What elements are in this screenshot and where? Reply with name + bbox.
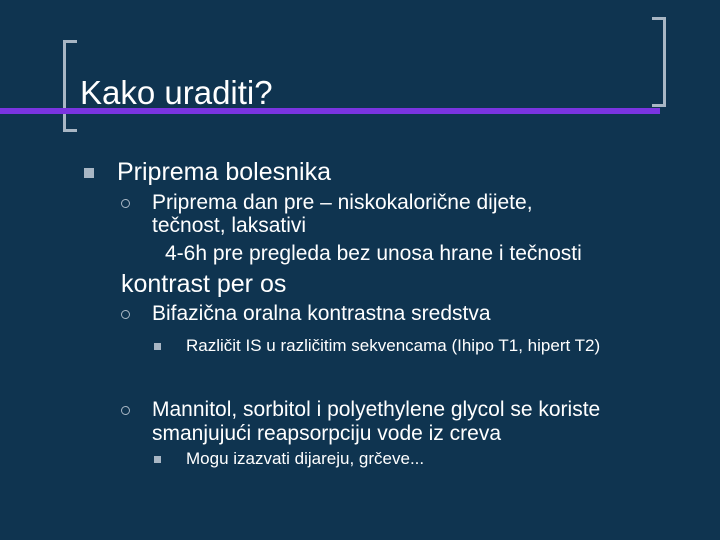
right-bracket-decoration — [652, 17, 666, 107]
mannitol-line-1: Mannitol, sorbitol i polyethylene glycol se koriste — [152, 398, 601, 421]
left-bracket-decoration — [63, 40, 77, 132]
prep-line-2: tečnost, laksativi — [152, 214, 307, 237]
prep-line-1: Priprema dan pre – niskokalorične dijete, — [152, 191, 533, 214]
mannitol-line-2: smanjujući reapsorpciju vode iz creva — [152, 422, 501, 445]
prep-heading: Priprema bolesnika — [117, 158, 331, 186]
ring-bullet-icon — [121, 199, 130, 208]
small-square-bullet-icon — [154, 456, 161, 463]
biphasic-item: Bifazična oralna kontrastna sredstva — [152, 302, 491, 325]
mannitol-detail: Mogu izazvati dijareju, grčeve... — [186, 449, 425, 468]
slide-title: Kako uraditi? — [80, 74, 273, 111]
prep-line-3: 4-6h pre pregleda bez unosa hrane i tečnosti — [165, 242, 582, 265]
ring-bullet-icon — [121, 406, 130, 415]
contrast-heading: kontrast per os — [121, 270, 287, 298]
biphasic-detail: Različit IS u različitim sekvencama (Ihipo T1, hipert T2) — [186, 336, 601, 355]
ring-bullet-icon — [121, 310, 130, 319]
small-square-bullet-icon — [154, 343, 161, 350]
square-bullet-icon — [84, 168, 94, 178]
